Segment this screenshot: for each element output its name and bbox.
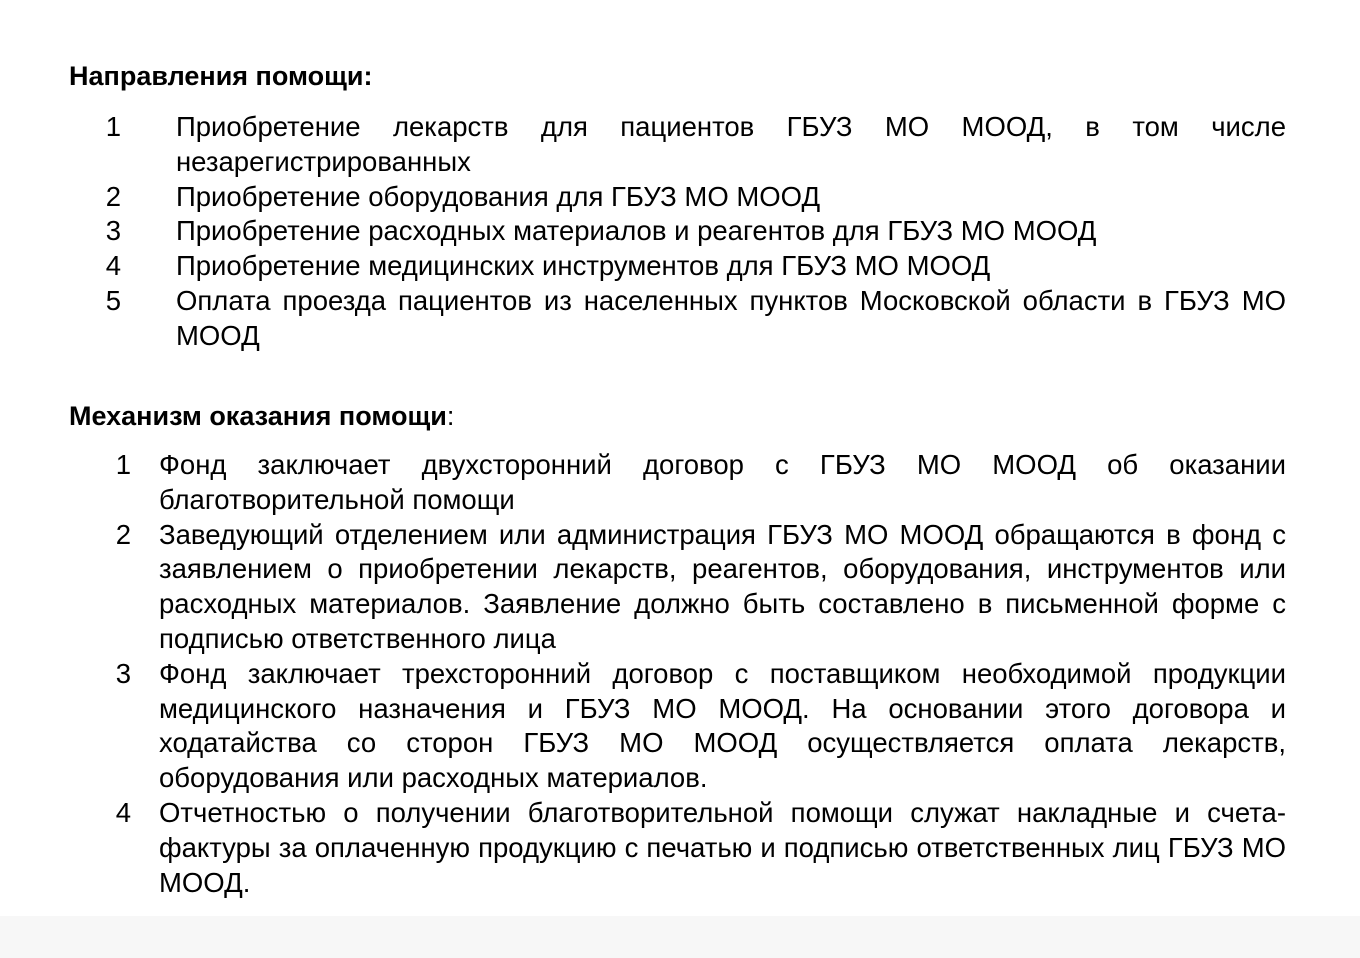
mechanism-list [110, 448, 1286, 900]
list-item-text: Приобретение расходных материалов и реагентов для ГБУЗ МО МООД [176, 215, 1097, 247]
list-item-number: 1 [105, 111, 121, 142]
list-item-text: Оплата проезда пациентов из населенных пунктов Московской области в ГБУЗ МО МООД [176, 284, 1286, 351]
list-item-number: 5 [105, 284, 121, 316]
mechanism-heading [69, 399, 454, 434]
list-item-text: Приобретение оборудования для ГБУЗ МО МООД [176, 180, 821, 212]
list-item-text: Фонд заключает трехсторонний договор с поставщиком необходимой продукции медицинского назначения и ГБУЗ МО МООД. На основании этого договора и ходатайства со сторон ГБУЗ МО МООД осуществляется оплата лекарств, оборудования или расходных материалов. [159, 657, 1286, 794]
list-item-text: Приобретение лекарств для пациентов ГБУЗ МО МООД, в том числе незарегистрированных [176, 111, 1286, 177]
list-item-number: 3 [115, 657, 131, 689]
directions-heading-text: Направления помощи: [69, 61, 373, 91]
list-item-number: 2 [115, 518, 131, 550]
mechanism-heading-colon: : [446, 401, 455, 431]
list-item-number: 4 [105, 250, 121, 282]
bottom-margin [0, 916, 1360, 958]
list-item [102, 110, 1286, 180]
list-item-text: Отчетностью о получении благотворительной помощи служат накладные и счета-фактуры за оплаченную продукцию с печатью и подписью ответственных лиц ГБУЗ МО МООД. [159, 796, 1286, 898]
list-item-text: Фонд заключает двухсторонний договор с ГБУЗ МО МООД об оказании благотворительной помощи [159, 449, 1286, 515]
list-item [110, 518, 1286, 657]
list-item [110, 657, 1286, 796]
list-item-number: 2 [105, 180, 121, 212]
list-item-text: Приобретение медицинских инструментов для ГБУЗ МО МООД [176, 250, 991, 282]
directions-heading [69, 59, 372, 94]
list-item [102, 214, 1286, 249]
list-item [102, 284, 1286, 354]
list-item [110, 448, 1286, 518]
list-item-number: 4 [115, 796, 131, 828]
list-item-number: 1 [115, 449, 131, 480]
list-item-text: Заведующий отделением или администрация ГБУЗ МО МООД обращаются в фонд с заявлением о приобретении лекарств, реагентов, оборудования, инструментов или расходных материалов. Заявление должно быть составлено в письменной форме с подписью ответственного лица [159, 518, 1286, 654]
list-item [102, 249, 1286, 284]
list-item [110, 796, 1286, 900]
directions-list [102, 110, 1286, 354]
mechanism-heading-text: Механизм оказания помощи [69, 401, 447, 431]
list-item-number: 3 [105, 215, 121, 247]
list-item [102, 180, 1286, 215]
